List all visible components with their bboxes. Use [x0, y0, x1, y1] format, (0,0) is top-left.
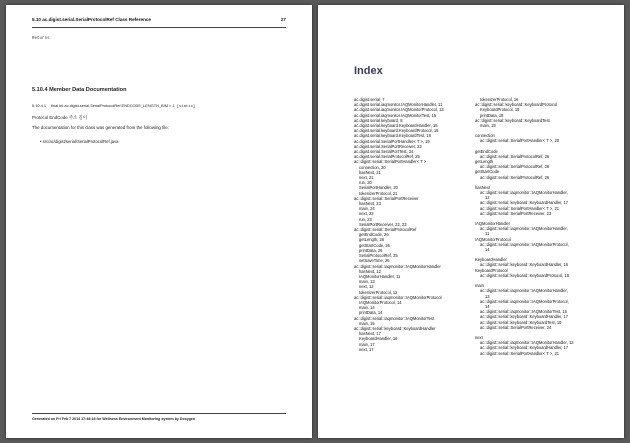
header-title: 5.10 ac.digist.serial.SerialProtocolRef Class Reference: [32, 17, 151, 22]
index-subentry[interactable]: ac::digist::serial::keyboard::KeyboardProtocol, 18: [480, 272, 569, 278]
index-subentry[interactable]: next, 17: [359, 346, 374, 352]
index-subentry[interactable]: ac::digist::serial::SerialProtocolRef, 26: [480, 164, 550, 170]
index-subentry[interactable]: ac::digist::serial::SerialPortReceiver, 24: [480, 324, 552, 330]
returns-label: Returns: [32, 37, 50, 41]
index-entry[interactable]: ac::digist::serial::iaqmonitor::IAQMonitorProtocol: [354, 294, 442, 300]
index-subentry[interactable]: main, 15: [359, 320, 375, 326]
index-entry[interactable]: hasNext: [475, 184, 491, 190]
index-subentry[interactable]: next, 23: [359, 211, 374, 217]
index-subentry[interactable]: main, 24: [359, 206, 375, 212]
index-entry[interactable]: getEndCode: [475, 148, 498, 154]
index-subentry[interactable]: main, 19: [480, 123, 496, 129]
index-subentry[interactable]: ac::digist::serial::iaqmonitor::IAQMonitorHandler,: [480, 288, 568, 294]
index-subentry[interactable]: ac::digist::serial::keyboard::KeyboardHandler, 17: [480, 314, 569, 320]
page-footer: Generated on Fri Feb 7 2014 17:48:18 for Wellness Environment Monitoring system by Doxygen: [32, 413, 286, 421]
index-entry[interactable]: ac.digist.serial.iaqmonitor.IAQMonitorHandler, 11: [354, 102, 443, 108]
index-subentry[interactable]: 11: [485, 231, 490, 237]
index-entry[interactable]: ac::digist::serial::SerialPortReceiver: [354, 195, 419, 201]
index-entry[interactable]: ac.digist.serial.SerialPortTest, 24: [354, 149, 414, 155]
index-entry[interactable]: KeyboardHandler: [475, 257, 507, 263]
index-subentry[interactable]: 12: [485, 195, 490, 201]
member-signature: [51, 103, 195, 109]
index-subentry[interactable]: KeyboardProtocol, 18: [480, 107, 520, 113]
index-subentry[interactable]: ac::digist::serial::keyboard::KeyboardHandler, 16: [480, 262, 569, 268]
index-subentry[interactable]: ac::digist::serial::SerialPortReceiver, 23: [480, 210, 552, 216]
index-subentry[interactable]: ac::digist::serial::iaqmonitor::IAQMonitorProtocol,: [480, 241, 569, 247]
index-entry[interactable]: ac.digist.serial.SerialPortHandler< T >, 19: [354, 138, 430, 144]
index-subentry[interactable]: getEndCode, 26: [359, 232, 389, 238]
page-header: [32, 17, 286, 28]
index-subentry[interactable]: IAQMonitorHandler, 11: [359, 273, 401, 279]
document-page-index: [318, 5, 624, 438]
index-entry[interactable]: ac::digist::serial::iaqmonitor::IAQMonitorHandler: [354, 263, 441, 269]
index-subentry[interactable]: ac::digist::serial::SerialProtocolRef, 26: [480, 174, 550, 180]
index-subentry[interactable]: ac::digist::serial::iaqmonitor::IAQMonitorHandler,: [480, 190, 568, 196]
index-entry[interactable]: ac.digist.serial.keyboard, 8: [354, 117, 403, 123]
index-entry[interactable]: ac::digist::serial::SerialPortHandler< T >: [354, 159, 427, 165]
index-subentry[interactable]: main, 17: [359, 341, 375, 347]
index-subentry[interactable]: hasNext, 21: [359, 169, 381, 175]
index-entry[interactable]: next: [475, 334, 483, 340]
index-subentry[interactable]: 14: [485, 303, 490, 309]
index-subentry[interactable]: ac::digist::serial::SerialProtocolRef, 26: [480, 153, 550, 159]
index-entry[interactable]: ac::digist::serial::iaqmonitor::IAQMonitorTest: [354, 315, 435, 321]
index-subentry[interactable]: tokenizerProtocol, 16: [480, 97, 519, 102]
index-subentry[interactable]: hasNext, 17: [359, 331, 381, 337]
index-subentry[interactable]: printData, 18: [480, 112, 504, 118]
index-entry[interactable]: ac.digist.serial.SerialProtocolRef, 25: [354, 154, 420, 160]
index-subentry[interactable]: next, 21: [359, 175, 374, 181]
index-subentry[interactable]: ac::digist::serial::keyboard::KeyboardHandler, 17: [480, 345, 569, 351]
index-entry[interactable]: ac.digist.serial.keyboard.KeyboardProtocol, 18: [354, 128, 439, 134]
index-entry[interactable]: ac.digist.serial.iaqmonitor.IAQMonitorTest, 15: [354, 112, 437, 118]
index-subentry[interactable]: IAQMonitorProtocol, 14: [359, 299, 402, 305]
index-subentry[interactable]: next, 12: [359, 284, 374, 290]
index-subentry[interactable]: ac::digist::serial::iaqmonitor::IAQMonitorTest, 15: [480, 309, 567, 315]
index-subentry[interactable]: tokenizerProtocol, 12: [359, 289, 398, 295]
index-entry[interactable]: ac::digist::serial::SerialProtocolRef: [354, 227, 417, 233]
index-subentry[interactable]: 14: [485, 247, 490, 253]
index-subentry[interactable]: ac::digist::serial::SerialPortHandler< T >, 21: [480, 350, 560, 356]
index-subentry[interactable]: main, 14: [359, 305, 375, 311]
index-subentry[interactable]: ac::digist::serial::iaqmonitor::IAQMonitorProtocol,: [480, 298, 569, 304]
index-entry[interactable]: IAQMonitorProtocol: [475, 236, 511, 242]
index-subentry[interactable]: SerialPortHandler, 20: [359, 185, 398, 191]
index-subentry[interactable]: getStartCode, 26: [359, 242, 390, 248]
index-subentry[interactable]: printData, 26: [359, 247, 383, 253]
index-subentry[interactable]: run, 23: [359, 216, 372, 222]
source-file-item[interactable]: • src/ac/digist/serial/SerialProtocolRef.java: [40, 139, 119, 144]
index-entry[interactable]: ac.digist.serial.keyboard.KeyboardTest, 19: [354, 133, 431, 139]
index-subentry[interactable]: 13: [485, 293, 490, 299]
index-subentry[interactable]: ac::digist::serial::iaqmonitor::IAQMonitorHandler,: [480, 226, 568, 232]
index-entry[interactable]: KeyboardProtocol: [475, 267, 508, 273]
index-entry[interactable]: main: [475, 283, 484, 289]
index-entry[interactable]: ac::digist::serial::keyboard::KeyboardHandler: [354, 325, 436, 331]
index-entry[interactable]: ac.digist.serial.keyboard.KeyboardHandler, 15: [354, 123, 438, 129]
index-entry[interactable]: IAQMonitorHandler: [475, 221, 511, 227]
index-subentry[interactable]: SerialPortReceiver, 22, 23: [359, 221, 407, 227]
index-entry[interactable]: ac::digist::serial::keyboard::KeyboardProtocol: [475, 102, 558, 108]
index-entry[interactable]: ac.digist.serial.SerialPortReceiver, 22: [354, 143, 422, 149]
index-column-2: [475, 97, 595, 356]
section-title: 5.10.4 Member Data Documentation: [32, 87, 127, 93]
index-subentry[interactable]: main, 13: [359, 279, 375, 285]
index-subentry[interactable]: ac::digist::serial::SerialPortHandler< T >, 20: [480, 138, 560, 144]
index-subentry[interactable]: setSaveTime, 26: [359, 258, 390, 264]
index-entry[interactable]: ac::digist::serial::keyboard::KeyboardTest: [475, 117, 550, 123]
index-entry[interactable]: getStartCode: [475, 169, 500, 175]
index-subentry[interactable]: connection, 20: [359, 164, 386, 170]
index-entry[interactable]: ac.digist.serial.iaqmonitor.IAQMonitorProtocol, 13: [354, 107, 444, 113]
signature-number: 5.10.4.1: [32, 103, 47, 108]
index-subentry[interactable]: ac::digist::serial::keyboard::KeyboardTest, 19: [480, 319, 562, 325]
index-entry[interactable]: connection: [475, 133, 495, 139]
static-tag: [static]: [176, 105, 196, 109]
index-title: Index: [354, 65, 383, 77]
index-subentry[interactable]: ac::digist::serial::SerialPortHandler< T >, 21: [480, 205, 560, 211]
index-entry[interactable]: ac.digist.serial, 7: [354, 97, 385, 102]
doc-generated-note: The documentation for this class was generated from the following file:: [32, 125, 169, 130]
index-subentry[interactable]: ac::digist::serial::keyboard::KeyboardHandler, 17: [480, 200, 569, 206]
index-subentry[interactable]: tokenizerProtocol, 21: [359, 190, 398, 196]
index-subentry[interactable]: ac::digist::serial::iaqmonitor::IAQMonitorHandler, 12: [480, 340, 574, 346]
header-page-number: 27: [280, 17, 286, 22]
index-subentry[interactable]: printData, 14: [359, 310, 383, 316]
index-entry[interactable]: getLength: [475, 159, 494, 165]
index-subentry[interactable]: getLength, 26: [359, 237, 385, 243]
index-subentry[interactable]: SerialProtocolRef, 25: [359, 253, 398, 259]
index-subentry[interactable]: hasNext, 23: [359, 201, 381, 207]
protocol-description: Protocol EndCode 주소 길이: [32, 115, 88, 120]
index-subentry[interactable]: KeyboardHandler, 16: [359, 336, 398, 342]
index-subentry[interactable]: run, 20: [359, 180, 372, 186]
signature-text: final int ac.digist.serial.SerialProtocolRef.ENDCODE_LENGTH_BIM = 1: [51, 103, 175, 108]
index-column-1: [354, 97, 472, 352]
index-subentry[interactable]: hasNext, 12: [359, 268, 381, 274]
document-page-27: [6, 5, 312, 438]
